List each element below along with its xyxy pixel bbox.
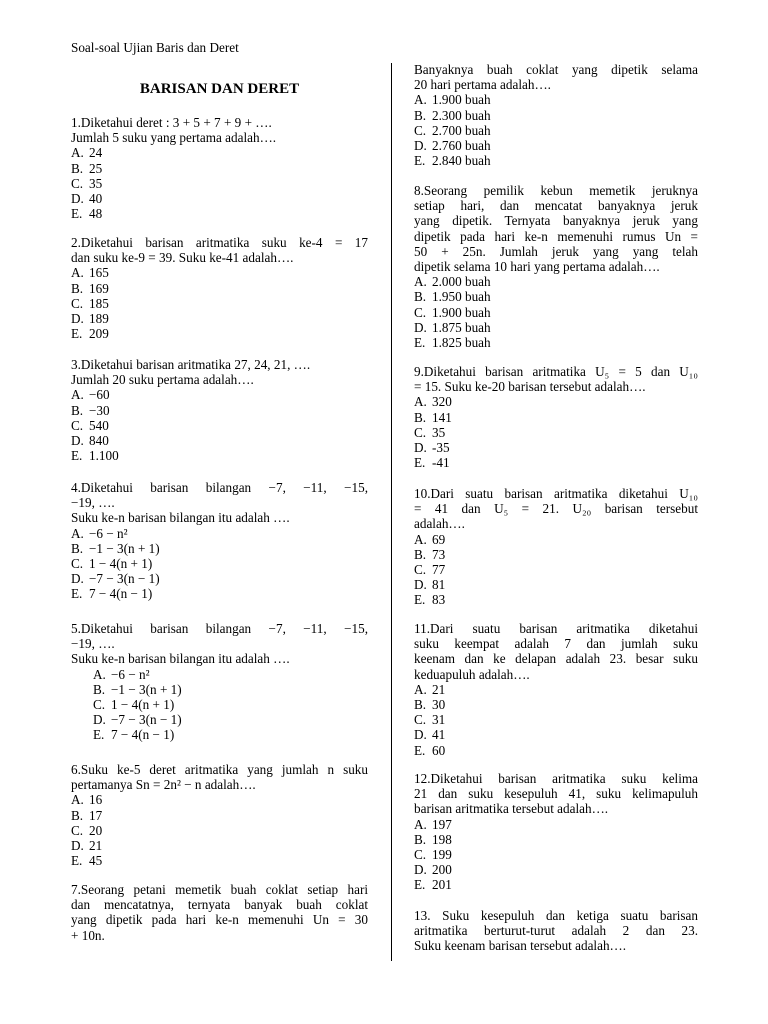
option-a (414, 92, 698, 107)
option-b (414, 410, 698, 425)
option-b (71, 281, 368, 296)
option-value: −7 − 3(n − 1) (111, 712, 182, 728)
option-b (414, 108, 698, 123)
option-letter: A. (71, 525, 84, 541)
option-value: 25 (89, 160, 103, 176)
option-c (71, 418, 368, 433)
option-value: 189 (89, 311, 109, 327)
option-letter: A. (414, 394, 427, 410)
document-title: BARISAN DAN DERET (139, 81, 300, 97)
option-value: 2.760 buah (432, 138, 491, 154)
question-text: pertamanya Sn = 2n² − n adalah…. (71, 777, 256, 793)
option-letter: C. (71, 822, 84, 838)
option-letter: B. (414, 697, 427, 713)
option-a (71, 265, 368, 280)
option-c (414, 123, 698, 138)
option-value: 320 (432, 394, 452, 410)
option-b (414, 697, 698, 712)
option-a (71, 387, 368, 402)
option-letter: B. (414, 831, 427, 847)
option-value: 201 (432, 877, 452, 893)
question-7-continued (414, 62, 698, 168)
question-text: Jumlah 20 suku pertama adalah…. (71, 372, 254, 388)
option-value: -35 (432, 440, 450, 456)
option-e (71, 727, 368, 742)
option-d (414, 577, 698, 592)
option-value: 209 (89, 326, 109, 342)
option-letter: D. (71, 311, 84, 327)
question-1 (71, 115, 368, 221)
option-letter: E. (71, 448, 83, 464)
option-value: 199 (432, 847, 452, 863)
option-c (71, 176, 368, 191)
option-c (414, 562, 698, 577)
option-b (414, 832, 698, 847)
option-d (71, 311, 368, 326)
option-letter: E. (414, 877, 426, 893)
option-e (414, 455, 698, 470)
option-letter: A. (414, 681, 427, 697)
question-text: 6.Suku ke-5 deret aritmatika yang jumlah n suku (71, 762, 368, 777)
question-text: Suku ke-n barisan bilangan itu adalah …. (71, 651, 290, 667)
option-letter: E. (414, 455, 426, 471)
option-value: 60 (432, 742, 446, 758)
option-a (414, 682, 698, 697)
question-text: yang dipetik pada hari ke-n memenuhi Un = 30 (71, 912, 368, 928)
option-value: 41 (432, 727, 446, 743)
option-d (414, 862, 698, 877)
option-letter: D. (414, 440, 427, 456)
option-letter: C. (414, 122, 427, 138)
question-text: 9.Diketahui barisan aritmatika U₅ = 5 dan U₁₀ (414, 364, 698, 379)
option-value: 2.000 buah (432, 274, 491, 290)
option-value: -41 (432, 455, 450, 471)
option-value: −6 − n² (89, 525, 128, 541)
option-value: 77 (432, 562, 446, 578)
option-a (71, 526, 368, 541)
option-value: 840 (89, 433, 109, 449)
question-4 (71, 480, 368, 602)
option-value: 165 (89, 265, 109, 281)
option-b (71, 161, 368, 176)
question-text: keduapuluh adalah…. (414, 666, 530, 682)
option-value: 1.950 buah (432, 289, 491, 305)
option-b (71, 808, 368, 823)
option-b (71, 403, 368, 418)
question-text: −19, …. (71, 495, 115, 511)
option-b (414, 289, 698, 304)
option-value: −60 (89, 387, 110, 403)
question-text: 12.Diketahui barisan aritmatika suku kelima (414, 771, 698, 786)
option-value: −7 − 3(n − 1) (89, 571, 160, 587)
option-letter: E. (71, 326, 83, 342)
option-value: 40 (89, 191, 103, 207)
option-c (71, 697, 368, 712)
option-letter: B. (71, 402, 84, 418)
question-text: −19, …. (71, 636, 115, 652)
question-text: 20 hari pertama adalah…. (414, 77, 551, 93)
option-letter: B. (414, 546, 427, 562)
option-letter: E. (414, 335, 426, 351)
question-text: 2.Diketahui barisan aritmatika suku ke-4 = 17 (71, 235, 368, 250)
option-letter: B. (414, 289, 427, 305)
question-3 (71, 357, 368, 463)
option-value: 16 (89, 792, 103, 808)
question-11 (414, 621, 698, 758)
option-value: 7 − 4(n − 1) (89, 586, 153, 602)
option-value: 35 (89, 175, 103, 191)
option-d (414, 320, 698, 335)
question-text: 21 dan suku kesepuluh 41, suku kelimapuluh (414, 786, 698, 802)
option-letter: D. (414, 138, 427, 154)
option-letter: D. (71, 433, 84, 449)
option-c (71, 296, 368, 311)
question-text: 4.Diketahui barisan bilangan −7, −11, −15, (71, 480, 368, 495)
question-10 (414, 486, 698, 608)
option-value: 2.840 buah (432, 153, 491, 169)
question-text: = 41 dan U₅ = 21. U₂₀ barisan tersebut (414, 501, 698, 517)
option-c (414, 305, 698, 320)
column-divider (391, 63, 392, 961)
option-value: 31 (432, 712, 446, 728)
option-letter: A. (71, 265, 84, 281)
option-value: 73 (432, 546, 446, 562)
option-letter: C. (414, 562, 427, 578)
question-text: = 15. Suku ke-20 barisan tersebut adalah…. (414, 379, 646, 395)
option-value: 1.875 buah (432, 319, 491, 335)
option-letter: C. (414, 424, 427, 440)
option-value: 17 (89, 807, 103, 823)
option-e (414, 877, 698, 892)
option-a (71, 667, 368, 682)
option-letter: B. (71, 280, 84, 296)
option-value: −30 (89, 402, 110, 418)
question-text: 5.Diketahui barisan bilangan −7, −11, −15, (71, 621, 368, 636)
question-8 (414, 183, 698, 350)
option-value: 20 (89, 822, 103, 838)
option-value: 83 (432, 592, 446, 608)
option-letter: D. (93, 712, 106, 728)
option-value: 7 − 4(n − 1) (111, 727, 175, 743)
option-b (71, 682, 368, 697)
option-a (414, 394, 698, 409)
option-letter: C. (414, 712, 427, 728)
option-b (414, 547, 698, 562)
option-value: 2.300 buah (432, 107, 491, 123)
option-c (414, 425, 698, 440)
option-letter: B. (414, 107, 427, 123)
option-letter: D. (71, 571, 84, 587)
option-d (71, 433, 368, 448)
option-letter: B. (71, 160, 84, 176)
question-7 (71, 882, 368, 943)
question-text: dipetik selama 10 hari yang pertama adalah…. (414, 259, 660, 275)
option-value: 1.825 buah (432, 335, 491, 351)
option-letter: E. (71, 586, 83, 602)
option-letter: A. (414, 274, 427, 290)
option-a (71, 792, 368, 807)
option-letter: C. (93, 697, 106, 713)
option-letter: D. (71, 191, 84, 207)
option-value: 69 (432, 531, 446, 547)
option-letter: D. (414, 727, 427, 743)
option-c (71, 556, 368, 571)
option-letter: E. (414, 153, 426, 169)
option-value: 2.700 buah (432, 122, 491, 138)
option-value: 24 (89, 145, 103, 161)
option-value: 1 − 4(n + 1) (89, 556, 153, 572)
option-value: 200 (432, 862, 452, 878)
option-letter: D. (414, 862, 427, 878)
option-value: 169 (89, 280, 109, 296)
option-b (71, 541, 368, 556)
question-text: 10.Dari suatu barisan aritmatika diketahui U₁₀ (414, 486, 698, 501)
question-text: dan suku ke-9 = 39. Suku ke-41 adalah…. (71, 250, 294, 266)
option-letter: E. (414, 592, 426, 608)
option-d (414, 138, 698, 153)
option-value: 35 (432, 424, 446, 440)
option-c (414, 712, 698, 727)
question-text: 13. Suku kesepuluh dan ketiga suatu barisan (414, 908, 698, 923)
option-letter: A. (71, 145, 84, 161)
question-text: barisan aritmatika tersebut adalah…. (414, 801, 609, 817)
option-letter: C. (71, 417, 84, 433)
option-a (414, 274, 698, 289)
option-letter: B. (71, 540, 84, 556)
option-letter: B. (93, 681, 106, 697)
question-2 (71, 235, 368, 341)
option-value: 21 (89, 838, 103, 854)
option-letter: E. (414, 742, 426, 758)
option-letter: A. (71, 387, 84, 403)
option-letter: A. (414, 92, 427, 108)
option-e (71, 853, 368, 868)
option-e (414, 335, 698, 350)
question-text: 8.Seorang pemilik kebun memetik jeruknya (414, 183, 698, 198)
question-text: dan mencatatnya, ternyata banyak buah coklat (71, 897, 368, 913)
option-value: 540 (89, 417, 109, 433)
option-d (71, 838, 368, 853)
question-text: 7.Seorang petani memetik buah coklat setiap hari (71, 882, 368, 897)
option-d (71, 712, 368, 727)
option-letter: A. (93, 666, 106, 682)
option-a (414, 532, 698, 547)
question-text: Suku keenam barisan tersebut adalah…. (414, 938, 627, 954)
option-value: 45 (89, 853, 103, 869)
option-value: 198 (432, 831, 452, 847)
option-c (414, 847, 698, 862)
question-text: 11.Dari suatu barisan aritmatika diketahui (414, 621, 698, 636)
option-letter: E. (93, 727, 105, 743)
option-value: 48 (89, 206, 103, 222)
question-12 (414, 771, 698, 893)
option-d (414, 727, 698, 742)
question-6 (71, 762, 368, 868)
page-header: Soal-soal Ujian Baris dan Deret (71, 40, 239, 55)
question-text: Banyaknya buah coklat yang dipetik selama (414, 62, 698, 77)
question-9 (414, 364, 698, 470)
option-d (414, 440, 698, 455)
question-5 (71, 621, 368, 743)
option-value: 141 (432, 409, 452, 425)
option-a (71, 145, 368, 160)
option-a (414, 817, 698, 832)
option-letter: E. (71, 853, 83, 869)
option-e (414, 743, 698, 758)
question-text: Suku ke-n barisan bilangan itu adalah …. (71, 510, 290, 526)
option-letter: B. (71, 807, 84, 823)
option-value: −6 − n² (111, 666, 150, 682)
question-text: suku keempat adalah 7 dan jumlah suku (414, 636, 698, 652)
option-letter: E. (71, 206, 83, 222)
option-value: 185 (89, 295, 109, 311)
option-e (71, 206, 368, 221)
question-text: 3.Diketahui barisan aritmatika 27, 24, 21, …. (71, 357, 311, 372)
option-letter: D. (414, 319, 427, 335)
option-letter: A. (71, 792, 84, 808)
option-e (71, 326, 368, 341)
option-value: 1.900 buah (432, 304, 491, 320)
option-value: 21 (432, 681, 446, 697)
question-text: setiap hari, dan mencatat banyaknya jeruk (414, 198, 698, 214)
option-c (71, 823, 368, 838)
option-letter: C. (71, 175, 84, 191)
question-text: aritmatika berturut-turut adalah 2 dan 23. (414, 923, 698, 939)
question-text: 50 + 25n. Jumlah jeruk yang yang telah (414, 243, 698, 259)
question-text: keenam dan ke delapan adalah 23. besar suku (414, 651, 698, 667)
option-letter: C. (414, 304, 427, 320)
option-e (414, 153, 698, 168)
option-e (414, 592, 698, 607)
option-letter: D. (414, 577, 427, 593)
question-text: + 10n. (71, 927, 105, 943)
option-value: 197 (432, 816, 452, 832)
option-e (71, 448, 368, 463)
option-letter: C. (414, 847, 427, 863)
question-text: adalah…. (414, 516, 465, 532)
question-text: Jumlah 5 suku yang pertama adalah…. (71, 130, 277, 146)
option-d (71, 571, 368, 586)
question-text: yang dipetik. Ternyata banyaknya jeruk yang (414, 213, 698, 229)
option-value: 1.100 (89, 448, 119, 464)
option-value: −1 − 3(n + 1) (111, 681, 182, 697)
option-value: 1.900 buah (432, 92, 491, 108)
option-e (71, 586, 368, 601)
option-letter: C. (71, 556, 84, 572)
option-value: 81 (432, 577, 446, 593)
option-value: −1 − 3(n + 1) (89, 540, 160, 556)
option-letter: A. (414, 531, 427, 547)
option-letter: D. (71, 838, 84, 854)
option-d (71, 191, 368, 206)
option-letter: A. (414, 816, 427, 832)
option-letter: B. (414, 409, 427, 425)
question-text: 1.Diketahui deret : 3 + 5 + 7 + 9 + …. (71, 115, 272, 130)
option-value: 1 − 4(n + 1) (111, 697, 175, 713)
option-value: 30 (432, 697, 446, 713)
question-13 (414, 908, 698, 954)
question-text: dipetik pada hari ke-n memenuhi rumus Un = (414, 228, 698, 244)
option-letter: C. (71, 295, 84, 311)
